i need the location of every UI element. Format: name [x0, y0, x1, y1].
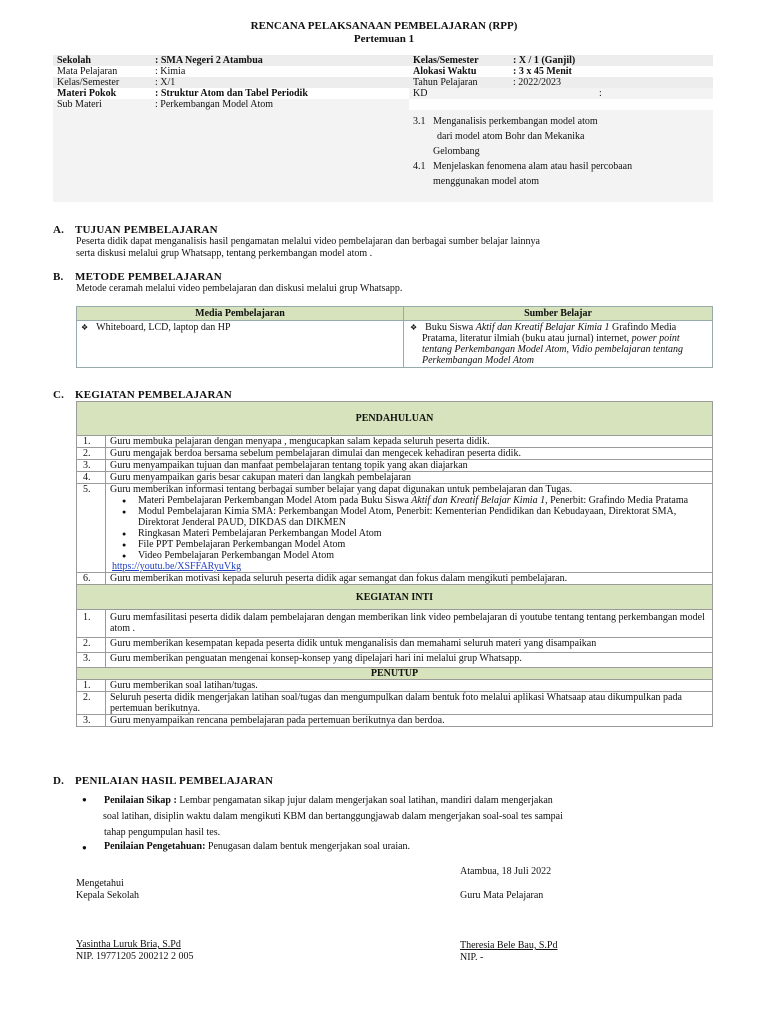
- inti-item: Guru memberikan penguatan mengenai konsep-konsep yang dipelajari hari ini melalui grup Whatsapp.: [106, 653, 713, 668]
- kegiatan-inti-header: KEGIATAN INTI: [77, 585, 713, 610]
- penutup-header: PENUTUP: [77, 668, 713, 680]
- mapel-value: : Kimia: [155, 66, 186, 77]
- tahun-value: : 2022/2023: [513, 77, 562, 88]
- section-a-heading: A. TUJUAN PEMBELAJARAN: [53, 224, 218, 236]
- document-title: [0, 20, 768, 46]
- tahun-label: Tahun Pelajaran: [413, 77, 478, 88]
- kegiatan-table: PENDAHULUAN 1. Guru membuka pelajaran dengan menyapa , mengucapkan salam kepada seluruh peserta didik. 2. Guru mengajak berdoa bersama sebelum pembelajaran dimulai dan mengecek kehadiran peserta didik. 3. Guru menyampaikan tujuan dan manfaat pembelajaran tentang topik yang akan diajarkan 4. Guru menyampaikan garis besar cakupan materi dan langkah pembelajaran 5. Guru memberikan informasi tentang berbagai sumber belajar yang dapat digunakan untuk pembelajaran dan Tugas. ● Materi Pembelajaran Perkembangan Model Atom pada Buku Siswa Aktif dan Kreatif Belajar Kimia 1, Penerbit: Grafindo Media Pratama ● Modul Pembelajaran Kimia SMA: Perkembangan Model Atom, Penerbit: Kementerian Pendidikan dan Kebudayaan, Direktorat SMA, Direktorat Jenderal PAUD, DIKDAS dan DIKMEN ● Ringkasan Materi Pembelajaran Perkembangan Model Atom ● File PPT Pembelajaran Perkembangan Model Atom ● Video Pembelajaran Perkembangan Model Atom https://youtu.be/XSFFARyuVkg 6. Guru memberikan motivasi kepada seluruh peserta didik agar semangat dan fokus dalam mengikuti pembelajaran. KEGIATAN INTI 1. Guru memfasilitasi peserta didik dalam pembelajaran dengan memberikan link video pembelajaran di youtube tentang tentang perkembangan model atom . 2. Guru memberikan kesempatan kepada peserta didik untuk menganalisis dan memahami seluruh materi yang disampaikan 3. Guru memberikan penguatan mengenai konsep-konsep yang dipelajari hari ini melalui grup Whatsapp. PENUTUP 1. Guru memberikan soal latihan/tugas. 2. Seluruh peserta didik mengerjakan latihan soal/tugas dan mengumpulkan dalam bentuk foto melalui aplikasi Whatsaap atau dikumpulkan pada pertemuan berikutnya. 3. Guru menyampaikan rencana pembelajaran pada pertemuan berikutnya dan berdoa.: [76, 401, 713, 727]
- resource-item: ● Modul Pembelajaran Kimia SMA: Perkembangan Model Atom, Penerbit: Kementerian Pendidikan dan Kebudayaan, Direktorat SMA, Direktorat Jenderal PAUD, DIKDAS dan DIKMEN: [138, 506, 708, 528]
- penutup-item: Guru memberikan soal latihan/tugas.: [106, 680, 713, 692]
- kepsek-nip: NIP. 19771205 200212 2 005: [76, 951, 194, 962]
- resource-item: ● File PPT Pembelajaran Perkembangan Model Atom: [138, 539, 708, 550]
- kelas-label: Kelas/Semester: [57, 77, 120, 88]
- bullet-icon: ●: [82, 795, 87, 804]
- resource-list: [110, 495, 708, 561]
- youtube-link[interactable]: https://youtu.be/XSFFARyuVkg: [112, 561, 242, 572]
- metode-text: Metode ceramah melalui video pembelajaran dan diskusi melalui grup Whatsapp.: [76, 283, 403, 294]
- kd-label: KD: [409, 88, 509, 99]
- alokasi-label: Alokasi Waktu: [413, 66, 477, 77]
- sekolah-value: : SMA Negeri 2 Atambua: [155, 55, 263, 66]
- bullet-icon: ●: [82, 843, 87, 852]
- kd-41-line2: menggunakan model atom: [433, 176, 540, 187]
- pendahuluan-item: Guru membuka pelajaran dengan menyapa , mengucapkan salam kepada seluruh peserta didik.: [106, 436, 713, 448]
- guru-label: Guru Mata Pelajaran: [460, 890, 544, 901]
- kepsek-signature: [76, 939, 194, 963]
- materi-value: : Struktur Atom dan Tabel Periodik: [155, 88, 308, 99]
- section-d-heading: D. PENILAIAN HASIL PEMBELAJARAN: [53, 775, 274, 787]
- mengetahui-label: Mengetahui Kepala Sekolah: [76, 878, 140, 901]
- inti-item: Guru memfasilitasi peserta didik dalam pembelajaran dengan memberikan link video pembelajaran di youtube tentang tentang perkembangan model atom .: [106, 610, 713, 638]
- resource-item: ● Ringkasan Materi Pembelajaran Perkembangan Model Atom: [138, 528, 708, 539]
- kelas-value: : X/1: [155, 77, 176, 88]
- pendahuluan-item: Guru memberikan informasi tentang berbagai sumber belajar yang dapat digunakan untuk pembelajaran dan Tugas. ● Materi Pembelajaran Perkembangan Model Atom pada Buku Siswa Aktif dan Kreatif Belajar Kimia 1, Penerbit: Grafindo Media Pratama ● Modul Pembelajaran Kimia SMA: Perkembangan Model Atom, Penerbit: Kementerian Pendidikan dan Kebudayaan, Direktorat SMA, Direktorat Jenderal PAUD, DIKDAS dan DIKMEN ● Ringkasan Materi Pembelajaran Perkembangan Model Atom ● File PPT Pembelajaran Perkembangan Model Atom ● Video Pembelajaran Perkembangan Model Atom https://youtu.be/XSFFARyuVkg: [106, 484, 713, 573]
- alokasi-value: : 3 x 45 Menit: [513, 66, 572, 77]
- inti-item: Guru memberikan kesempatan kepada peserta didik untuk menganalisis dan memahami seluruh materi yang disampaikan: [106, 638, 713, 653]
- section-c-heading: C. KEGIATAN PEMBELAJARAN: [53, 389, 232, 401]
- pendahuluan-item: Guru menyampaikan garis besar cakupan materi dan langkah pembelajaran: [106, 472, 713, 484]
- penilaian-pengetahuan: Penilaian Pengetahuan: Penugasan dalam bentuk mengerjakan soal uraian.: [104, 841, 411, 852]
- media-cell: ❖ Whiteboard, LCD, laptop dan HP: [77, 321, 404, 368]
- sumber-header: Sumber Belajar: [404, 307, 713, 321]
- kelas-semester-value: : X / 1 (Ganjil): [513, 55, 576, 66]
- pendahuluan-item: Guru mengajak berdoa bersama sebelum pembelajaran dimulai dan mengecek kehadiran peserta didik.: [106, 448, 713, 460]
- pendahuluan-item: Guru memberikan motivasi kepada seluruh peserta didik agar semangat dan fokus dalam mengikuti pembelajaran.: [106, 573, 713, 585]
- kd-31-line3: Gelombang: [433, 146, 480, 157]
- sumber-cell: ❖ Buku Siswa Aktif dan Kreatif Belajar Kimia 1 Grafindo Media Pratama, literatur ilmiah (buku atau jurnal) internet, power point tentang Perkembangan Model Atom, Vidio pembelajaran tentang Perkembangan Model Atom: [404, 321, 713, 368]
- media-header: Media Pembelajaran: [77, 307, 404, 321]
- guru-nip: NIP. -: [460, 952, 484, 963]
- submateri-value: : Perkembangan Model Atom: [155, 99, 274, 110]
- identity-table: [53, 55, 713, 202]
- materi-label: Materi Pokok: [57, 88, 117, 99]
- guru-name: Theresia Bele Bau, S.Pd: [460, 940, 558, 951]
- pendahuluan-item: Guru menyampaikan tujuan dan manfaat pembelajaran tentang topik yang akan diajarkan: [106, 460, 713, 472]
- penutup-item: Guru menyampaikan rencana pembelajaran pada pertemuan berikutnya dan berdoa.: [106, 715, 713, 727]
- title-text: RENCANA PELAKSANAAN PEMBELAJARAN (RPP): [250, 20, 518, 32]
- kd-31-line2: dari model atom Bohr dan Mekanika: [437, 131, 585, 142]
- kd-colon: :: [509, 88, 713, 99]
- media-table: [76, 306, 713, 368]
- subtitle-text: Pertemuan 1: [353, 33, 415, 45]
- resource-item: ● Materi Pembelajaran Perkembangan Model Atom pada Buku Siswa Aktif dan Kreatif Belajar Kimia 1, Penerbit: Grafindo Media Pratama: [138, 495, 708, 506]
- resource-item: ● Video Pembelajaran Perkembangan Model Atom: [138, 550, 708, 561]
- guru-signature: [460, 940, 557, 964]
- submateri-label: Sub Materi: [57, 99, 102, 110]
- penilaian-sikap: Penilaian Sikap : Lembar pengamatan sikap jujur dalam mengerjakan soal latihan, mandiri dalam mengerjakan soal latihan, disiplin waktu dalam mengikuti KBM dan bertanggungjawab dalam mengerjakan soal-soal tes sampai tahap pengumpulan hasil tes.: [103, 795, 563, 838]
- section-b-heading: B. METODE PEMBELAJARAN: [53, 271, 222, 283]
- pendahuluan-header: PENDAHULUAN: [77, 402, 713, 436]
- mapel-label: Mata Pelajaran: [57, 66, 118, 77]
- kelas-semester-label: Kelas/Semester: [413, 55, 479, 66]
- kepsek-name: Yasintha Luruk Bria, S.Pd: [76, 939, 181, 950]
- tujuan-text: Peserta didik dapat menganalisis hasil pengamatan melalui video pembelajaran dan berbagai sumber belajar lainnya serta diskusi melalui grup Whatsapp, tentang perkembangan model atom .: [76, 236, 540, 259]
- sekolah-label: Sekolah: [57, 55, 91, 66]
- kd-list: 3.1 Menganalisis perkembangan model atom dari model atom Bohr dan Mekanika Gelombang 4.1 Menjelaskan fenomena alam atau hasil percobaan menggunakan model atom: [409, 110, 713, 202]
- kd-41-text: Menjelaskan fenomena alam atau hasil percobaan: [433, 161, 633, 172]
- penutup-item: Seluruh peserta didik mengerjakan latihan soal/tugas dan mengumpulkan dalam bentuk foto melalui aplikasi Whatsaap atau dikumpulkan pada pertemuan berikutnya.: [106, 692, 713, 715]
- place-date: Atambua, 18 Juli 2022: [460, 866, 552, 877]
- kd-31-text: Menganalisis perkembangan model atom: [433, 116, 598, 127]
